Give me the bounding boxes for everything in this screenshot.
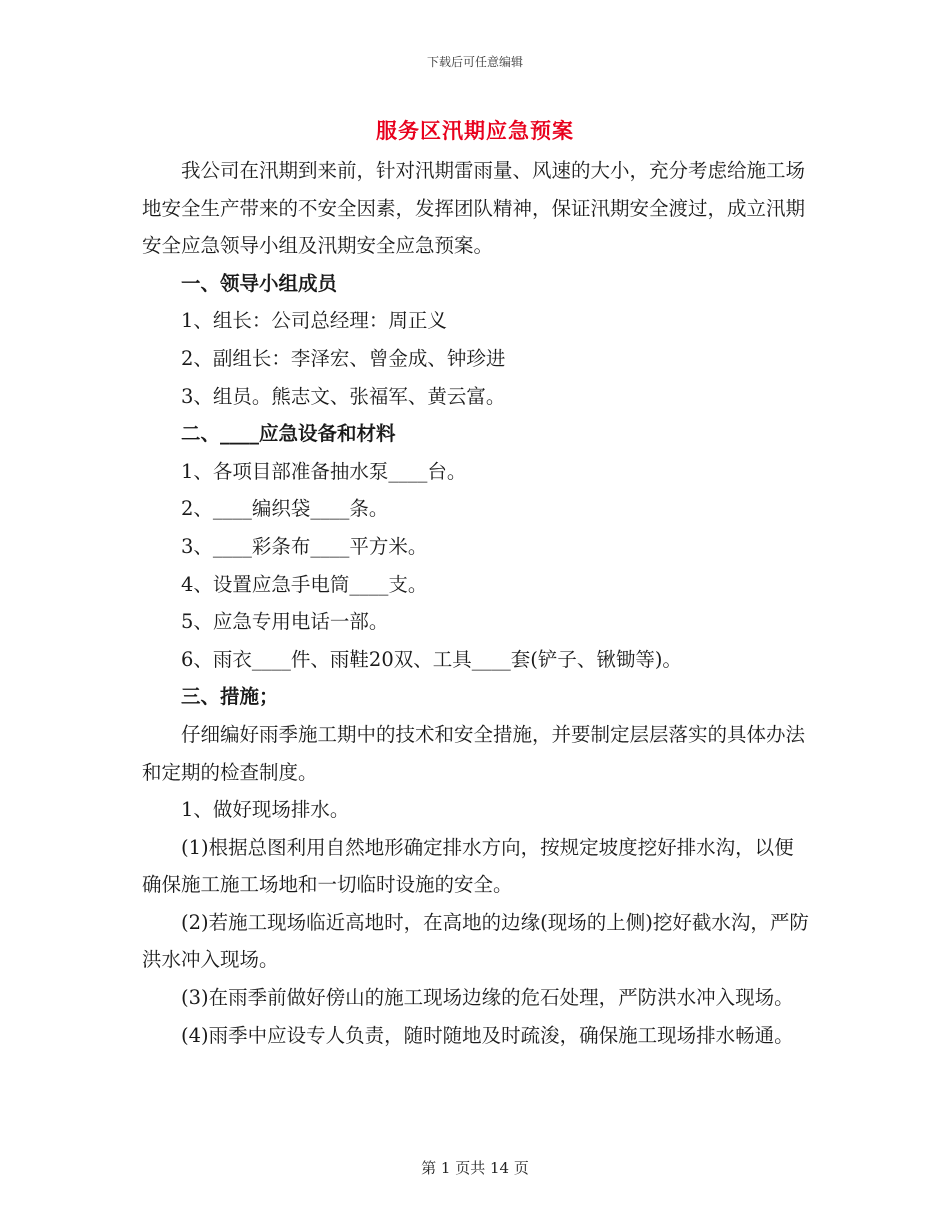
intro-paragraph: 我公司在汛期到来前，针对汛期雷雨量、风速的大小，充分考虑给施工场地安全生产带来的不安全因素，发挥团队精神，保证汛期安全渡过，成立汛期安全应急领导小组及汛期安全应急预案。 (142, 159, 806, 258)
list-item: 5、应急专用电话一部。 (181, 610, 389, 634)
measure-item: (4)雨季中应设专人负责，随时随地及时疏浚，确保施工现场排水畅通。 (181, 1023, 794, 1047)
document-body (142, 152, 810, 1054)
page-header: 下载后可任意编辑 (426, 55, 523, 69)
section-3-subheading: 1、做好现场排水。 (181, 798, 350, 822)
section-3-intro: 仔细编好雨季施工期中的技术和安全措施，并要制定层层落实的具体办法和定期的检查制度。 (142, 722, 806, 784)
section-1-heading: 一、领导小组成员 (181, 271, 338, 295)
list-item: 1、各项目部准备抽水泵____台。 (181, 459, 467, 483)
list-item: 3、____彩条布____平方米。 (181, 534, 428, 558)
list-item: 4、设置应急手电筒____支。 (181, 572, 428, 596)
list-item: 1、组长：公司总经理：周正义 (181, 309, 447, 333)
list-item: 3、组员。熊志文、张福军、黄云富。 (181, 384, 506, 408)
measure-item: (1)根据总图利用自然地形确定排水方向，按规定坡度挖好排水沟，以便确保施工施工场地和一切临时设施的安全。 (142, 835, 794, 897)
measure-item: (2)若施工现场临近高地时，在高地的边缘(现场的上侧)挖好截水沟，严防洪水冲入现场。 (142, 910, 809, 972)
section-2-heading: 二、____应急设备和材料 (181, 422, 396, 446)
list-item: 2、副组长：李泽宏、曾金成、钟珍进 (181, 346, 506, 370)
list-item: 2、____编织袋____条。 (181, 497, 389, 521)
measure-item: (3)在雨季前做好傍山的施工现场边缘的危石处理，严防洪水冲入现场。 (181, 986, 794, 1010)
section-3-heading: 三、措施； (181, 685, 279, 709)
page-footer: 第 1 页共 14 页 (421, 1159, 529, 1177)
list-item: 6、雨衣____件、雨鞋20双、工具____套(铲子、锹锄等)。 (181, 647, 682, 671)
document-title: 服务区汛期应急预案 (376, 118, 574, 143)
